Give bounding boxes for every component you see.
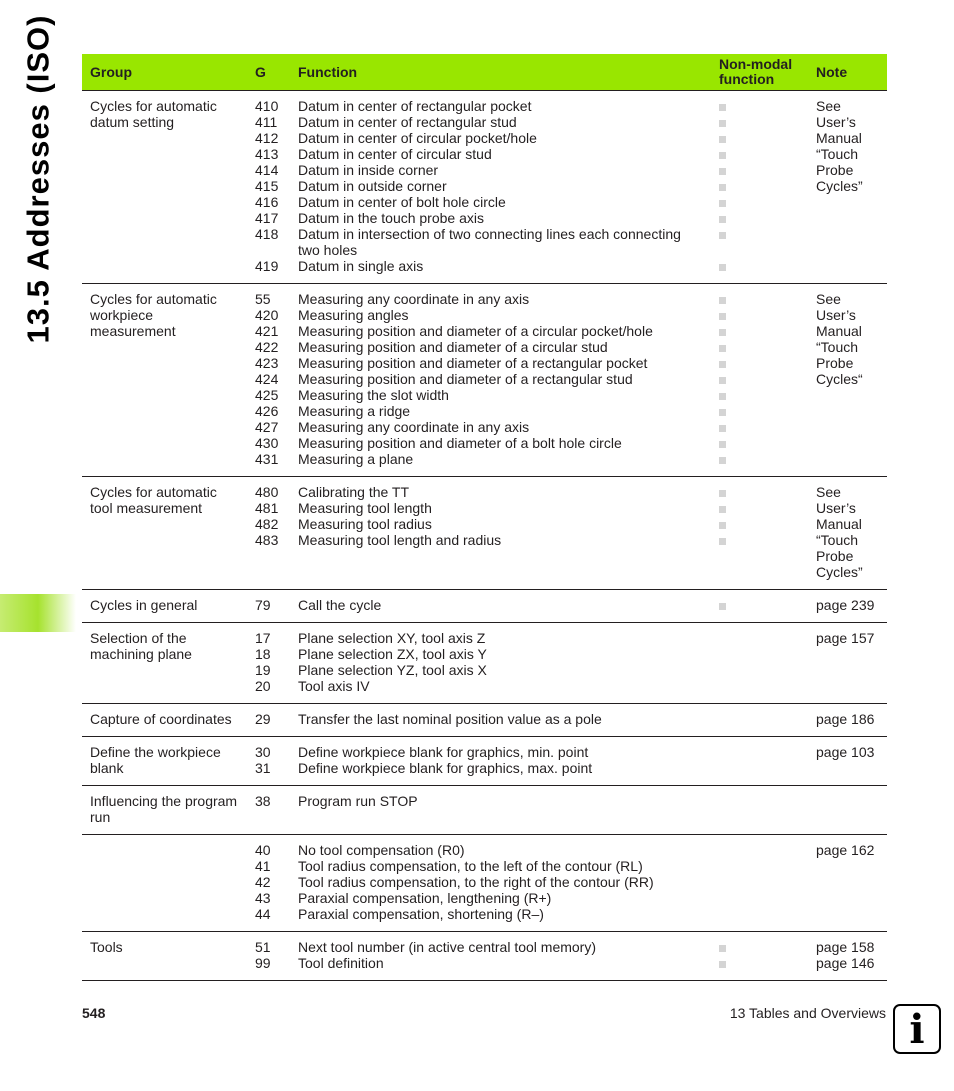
g-code: 410 [255,98,279,114]
function-cell [290,91,709,284]
non-modal-line [719,711,800,727]
note-cell [808,284,887,477]
non-modal-line [719,597,800,613]
square-bullet-icon [719,313,726,320]
function-text: Plane selection ZX, tool axis Y [298,646,487,662]
function-text: Datum in single axis [298,258,424,274]
function-text: Define workpiece blank for graphics, max. point [298,760,593,776]
g-code-cell [247,704,290,737]
non-modal-line [719,678,800,694]
g-code: 415 [255,178,279,194]
non-modal-line [719,387,800,403]
non-modal-line [719,291,800,307]
non-modal-line [719,500,800,516]
non-modal-cell [709,704,808,737]
square-bullet-icon [719,120,726,127]
g-code: 419 [255,258,279,274]
function-text: Define workpiece blank for graphics, min. point [298,744,589,760]
function-text: two holes [298,242,358,258]
note-text: Probe [816,162,854,178]
note-cell [808,786,887,835]
square-bullet-icon [719,264,726,271]
square-bullet-icon [719,945,726,952]
table-row [82,704,887,737]
function-text: Paraxial compensation, shortening (R–) [298,906,544,922]
function-text: No tool compensation (R0) [298,842,465,858]
group-cell: Selection of the machining plane [82,623,247,704]
non-modal-line [719,646,800,662]
g-code: 79 [255,597,271,613]
note-text: User’s [816,500,856,516]
g-code: 483 [255,532,279,548]
g-code: 20 [255,678,271,694]
non-modal-line [719,516,800,532]
function-text: Transfer the last nominal position value as a pole [298,711,602,727]
function-text: Tool axis IV [298,678,370,694]
function-cell [290,704,709,737]
header-group: Group [82,54,247,91]
function-text: Measuring angles [298,307,409,323]
square-bullet-icon [719,152,726,159]
function-text: Measuring a ridge [298,403,411,419]
function-text: Plane selection XY, tool axis Z [298,630,486,646]
note-cell [808,737,887,786]
g-code: 19 [255,662,271,678]
function-text: Tool radius compensation, to the left of the contour (RL) [298,858,643,874]
note-text: page 162 [816,842,875,858]
group-cell: Capture of coordinates [82,704,247,737]
non-modal-cell [709,623,808,704]
note-text: page 186 [816,711,875,727]
note-text: See [816,98,841,114]
g-code-cell [247,786,290,835]
footer-chapter-title: 13 Tables and Overviews [729,1005,886,1021]
non-modal-cell [709,835,808,932]
square-bullet-icon [719,329,726,336]
square-bullet-icon [719,538,726,545]
function-text: Datum in the touch probe axis [298,210,484,226]
non-modal-line [719,630,800,646]
header-g: G [247,54,290,91]
non-modal-line [719,258,800,274]
note-cell [808,590,887,623]
non-modal-line [719,874,800,890]
g-code: 44 [255,906,271,922]
g-code-cell [247,284,290,477]
table-row [82,284,887,477]
non-modal-cell [709,737,808,786]
iso-addresses-table [82,54,887,981]
note-text: “Touch [816,532,859,548]
non-modal-line [719,842,800,858]
non-modal-line [719,451,800,467]
function-cell [290,623,709,704]
non-modal-line [719,939,800,955]
non-modal-line [719,890,800,906]
function-text: Program run STOP [298,793,418,809]
table-row [82,786,887,835]
non-modal-line [719,532,800,548]
note-text: “Touch [816,146,859,162]
g-code: 422 [255,339,279,355]
function-text: Measuring position and diameter of a circular stud [298,339,608,355]
g-code: 421 [255,323,279,339]
non-modal-line [719,906,800,922]
group-cell: Cycles for automatic tool measurement [82,477,247,590]
group-cell: Cycles in general [82,590,247,623]
g-code: 99 [255,955,271,971]
g-code: 30 [255,744,271,760]
g-code: 427 [255,419,279,435]
g-code: 40 [255,842,271,858]
table-body [82,91,887,981]
function-text: Measuring position and diameter of a bolt hole circle [298,435,622,451]
g-code-cell [247,91,290,284]
non-modal-line [719,114,800,130]
square-bullet-icon [719,361,726,368]
note-text: page 158 [816,939,875,955]
function-text: Calibrating the TT [298,484,410,500]
function-cell [290,786,709,835]
note-text: “Touch [816,339,859,355]
g-code-cell [247,623,290,704]
table-row [82,477,887,590]
function-text: Datum in outside corner [298,178,447,194]
square-bullet-icon [719,104,726,111]
g-code: 414 [255,162,279,178]
note-text: Manual [816,323,862,339]
note-text: Manual [816,516,862,532]
g-code: 423 [255,355,279,371]
g-code: 411 [255,114,278,130]
g-code: 43 [255,890,271,906]
table-row [82,590,887,623]
square-bullet-icon [719,522,726,529]
function-text: Measuring tool length and radius [298,532,502,548]
non-modal-line [719,226,800,242]
function-text: Datum in center of circular pocket/hole [298,130,537,146]
non-modal-line [719,371,800,387]
square-bullet-icon [719,961,726,968]
table-row [82,835,887,932]
square-bullet-icon [719,168,726,175]
non-modal-line [719,242,800,258]
function-text: Datum in intersection of two connecting lines each connecting [298,226,681,242]
function-text: Tool definition [298,955,384,971]
square-bullet-icon [719,506,726,513]
note-text: Manual [816,130,862,146]
side-chapter-title-text: 13.5 Addresses (ISO) [20,14,55,344]
note-text: Cycles” [816,178,863,194]
g-code: 18 [255,646,271,662]
note-text: See [816,484,841,500]
note-text: page 239 [816,597,875,613]
function-text: Datum in inside corner [298,162,439,178]
non-modal-cell [709,590,808,623]
square-bullet-icon [719,441,726,448]
note-cell [808,704,887,737]
g-code: 430 [255,435,279,451]
note-text: Cycles” [816,564,863,580]
square-bullet-icon [719,425,726,432]
g-code: 55 [255,291,271,307]
square-bullet-icon [719,603,726,610]
g-code: 482 [255,516,279,532]
g-code [255,242,282,258]
non-modal-line [719,955,800,971]
function-text: Paraxial compensation, lengthening (R+) [298,890,552,906]
non-modal-line [719,210,800,226]
function-cell [290,932,709,981]
group-cell: Cycles for automatic workpiece measurement [82,284,247,477]
table-row [82,91,887,284]
table-row [82,932,887,981]
note-cell [808,932,887,981]
function-text: Measuring a plane [298,451,414,467]
function-text: Tool radius compensation, to the right of the contour (RR) [298,874,654,890]
g-code: 480 [255,484,279,500]
page-number: 548 [82,1005,106,1021]
header-non-modal-function: Non-modal function [709,54,808,91]
non-modal-line [719,403,800,419]
note-text: page 146 [816,955,875,971]
non-modal-line [719,178,800,194]
function-text: Datum in center of rectangular stud [298,114,517,130]
function-text: Measuring the slot width [298,387,449,403]
g-code: 413 [255,146,279,162]
g-code: 424 [255,371,279,387]
g-code: 431 [255,451,279,467]
g-code: 426 [255,403,279,419]
g-code: 481 [255,500,279,516]
non-modal-line [719,307,800,323]
square-bullet-icon [719,232,726,239]
group-cell: Define the workpiece blank [82,737,247,786]
note-cell [808,477,887,590]
g-code: 41 [255,858,271,874]
non-modal-line [719,146,800,162]
function-text: Measuring any coordinate in any axis [298,419,530,435]
function-text: Measuring tool length [298,500,432,516]
function-text: Datum in center of rectangular pocket [298,98,532,114]
g-code: 29 [255,711,271,727]
function-text: Measuring position and diameter of a rectangular stud [298,371,633,387]
non-modal-cell [709,786,808,835]
function-text: Measuring position and diameter of a rectangular pocket [298,355,648,371]
group-cell [82,835,247,932]
g-code-cell [247,477,290,590]
g-code: 420 [255,307,279,323]
function-cell [290,477,709,590]
g-code-cell [247,835,290,932]
note-cell [808,623,887,704]
non-modal-cell [709,932,808,981]
non-modal-line [719,162,800,178]
g-code: 412 [255,130,279,146]
table-header-row [82,54,887,91]
non-modal-line [719,419,800,435]
group-cell: Cycles for automatic datum setting [82,91,247,284]
g-code: 17 [255,630,271,646]
note-text: User’s [816,114,856,130]
note-cell [808,91,887,284]
note-text: Cycles“ [816,371,863,387]
non-modal-cell [709,477,808,590]
function-text: Next tool number (in active central tool memory) [298,939,596,955]
group-cell: Influencing the program run [82,786,247,835]
function-text: Measuring any coordinate in any axis [298,291,530,307]
square-bullet-icon [719,136,726,143]
square-bullet-icon [719,377,726,384]
note-text: Probe [816,355,854,371]
header-note: Note [808,54,887,91]
square-bullet-icon [719,345,726,352]
g-code-cell [247,737,290,786]
note-cell [808,835,887,932]
non-modal-line [719,760,800,776]
non-modal-line [719,323,800,339]
non-modal-line [719,662,800,678]
function-text: Measuring position and diameter of a circular pocket/hole [298,323,653,339]
non-modal-line [719,484,800,500]
g-code: 418 [255,226,279,242]
function-text: Datum in center of circular stud [298,146,492,162]
square-bullet-icon [719,490,726,497]
non-modal-line [719,744,800,760]
non-modal-cell [709,91,808,284]
non-modal-line [719,339,800,355]
g-code: 42 [255,874,271,890]
non-modal-line [719,98,800,114]
non-modal-line [719,435,800,451]
function-cell [290,835,709,932]
note-text: page 103 [816,744,875,760]
non-modal-line [719,194,800,210]
function-text: Measuring tool radius [298,516,432,532]
note-text: page 157 [816,630,875,646]
g-code-cell [247,590,290,623]
g-code: 416 [255,194,279,210]
non-modal-cell [709,284,808,477]
non-modal-line [719,355,800,371]
square-bullet-icon [719,297,726,304]
g-code-cell [247,932,290,981]
non-modal-line [719,793,800,809]
non-modal-line [719,858,800,874]
square-bullet-icon [719,184,726,191]
g-code: 31 [255,760,271,776]
g-code: 425 [255,387,279,403]
g-code: 51 [255,939,271,955]
square-bullet-icon [719,393,726,400]
table-row [82,737,887,786]
function-cell [290,284,709,477]
square-bullet-icon [719,200,726,207]
function-text: Datum in center of bolt hole circle [298,194,506,210]
chapter-tab-marker [0,594,76,632]
group-cell: Tools [82,932,247,981]
table-row [82,623,887,704]
header-function: Function [290,54,709,91]
note-text: Probe [816,548,854,564]
note-text: User’s [816,307,856,323]
note-text: See [816,291,841,307]
square-bullet-icon [719,457,726,464]
info-icon[interactable]: i [893,1004,941,1054]
non-modal-line [719,130,800,146]
function-text: Call the cycle [298,597,382,613]
function-cell [290,590,709,623]
g-code: 417 [255,210,279,226]
square-bullet-icon [719,409,726,416]
square-bullet-icon [719,216,726,223]
g-code: 38 [255,793,271,809]
function-cell [290,737,709,786]
function-text: Plane selection YZ, tool axis X [298,662,487,678]
side-chapter-title [2,14,74,344]
